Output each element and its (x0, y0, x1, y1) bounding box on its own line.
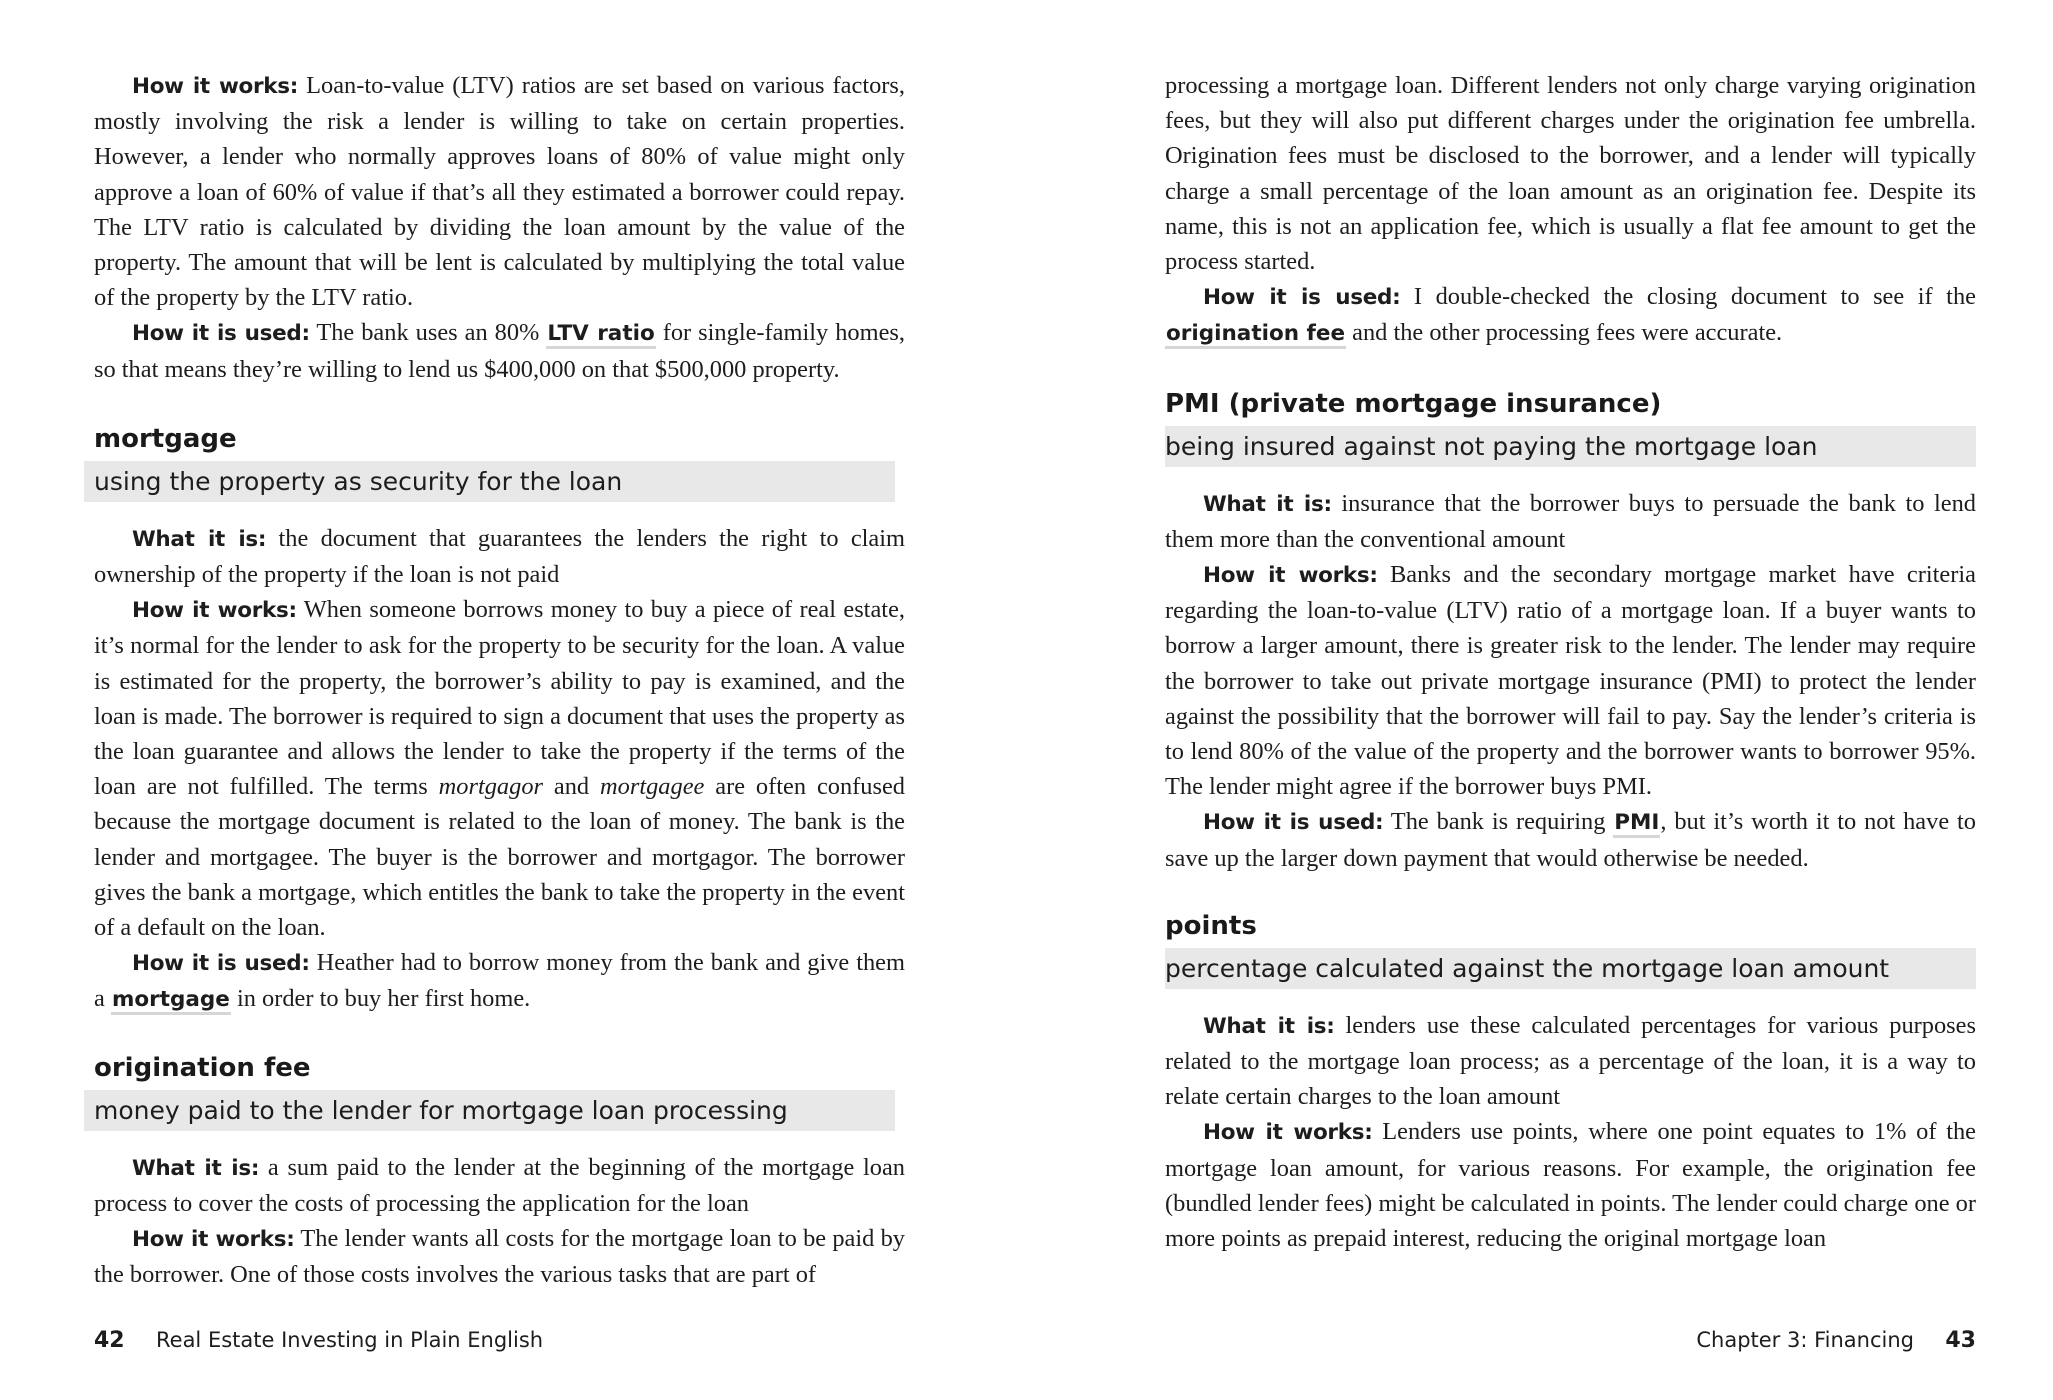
label-how-it-is-used: How it is used: (132, 951, 310, 977)
term-mortgagee: mortgagee (600, 773, 705, 801)
points-what-it-is (1165, 1008, 1976, 1115)
right-footer (1165, 1328, 1976, 1353)
pmi-how-it-works (1165, 557, 1976, 804)
label-how-it-is-used: How it is used: (1203, 810, 1384, 836)
pmi-used-pre: The bank is requiring (1383, 808, 1614, 836)
pmi-works-text: Banks and the secondary mortgage market have criteria regarding the loan-to-value (LTV) ratio of a mortgage loan. If a buyer wants to borrow a larger amount, there is greater risk to the lender. The lender may require the borrower to take out private mortgage insurance (PMI) to protect the lender against the possibility that the borrower will fail to pay. Say the lender’s criteria is to lend 80% of the value of the property and the borrower wants to borrower 95%. The lender might agree if the borrower buys PMI. (1165, 561, 1976, 801)
mortgage-what-it-is (94, 521, 905, 592)
label-what-it-is: What it is: (132, 1155, 260, 1181)
mortgage-used-pre: Heather had to borrow money from the bank and give them a (94, 949, 905, 1013)
pmi-what-it-is (1165, 486, 1976, 557)
points-what-text: lenders use these calculated percentages for various purposes related to the mortgage loan process; as a percentage of the loan, it is a way to relate certain charges to the loan amount (1165, 1011, 1976, 1111)
label-what-it-is: What it is: (132, 526, 267, 552)
ltv-works-text: Loan-to-value (LTV) ratios are set based on various factors, mostly involving the risk a lender is willing to take on certain properties. However, a lender who normally approves loans of 80% of value might only approve a loan of 60% of value if that’s all they estimated a borrower could repay. The LTV ratio is calculated by dividing the loan amount by the value of the property. The amount that will be lent is calculated by multiplying the total value of the property by the LTV ratio. (94, 72, 906, 312)
label-how-it-works: How it works: (132, 74, 299, 99)
mortgage-works-text-b: are often confused because the mortgage document is related to the loan of money. The bank is the lender and mortgagee. The buyer is the borrower and mortgagor. The borrower gives the bank a mortgage, which entitles the bank to take the property in the event of a default on the loan. (94, 773, 905, 942)
term-mortgage: mortgage (111, 987, 231, 1015)
definition-band-mortgage: using the property as security for the loan (84, 461, 895, 502)
label-what-it-is: What it is: (1203, 491, 1332, 517)
right-page (1165, 0, 1976, 1256)
pmi-what-text: insurance that the borrower buys to persuade the bank to lend them more than the conventional amount (1165, 489, 1977, 553)
definition-band-pmi: being insured against not paying the mortgage loan (1165, 426, 1976, 467)
label-how-it-is-used: How it is used: (132, 321, 310, 347)
label-how-it-works: How it works: (1203, 1120, 1373, 1146)
mortgage-how-it-works (94, 592, 905, 945)
mortgage-used-post: in order to buy her first home. (230, 985, 531, 1013)
entry-heading-points: points (1165, 910, 1257, 941)
entry-heading-origination-fee: origination fee (94, 1052, 311, 1083)
definition-band-points: percentage calculated against the mortgage loan amount (1165, 948, 1976, 989)
label-what-it-is: What it is: (1203, 1013, 1335, 1039)
origination-continued-text: processing a mortgage loan. Different lenders not only charge varying origination fees, but they will also put different charges under the origination fee umbrella. Origination fees must be disclosed to the borrower, and a lender will typically charge a small percentage of the loan amount as an origination fee. Despite its name, this is not an application fee, which is usually a flat fee amount to get the process started. (1165, 72, 1976, 276)
origination-used-post: and the other processing fees were accurate. (1346, 319, 1783, 347)
mortgage-works-and: and (543, 773, 601, 801)
label-how-it-works: How it works: (1203, 563, 1378, 589)
term-pmi: PMI (1613, 810, 1660, 838)
ltv-used-post: for single-family homes, so that means they’re willing to lend us $400,000 on that $500,000 property. (94, 319, 905, 383)
pmi-used-post: , but it’s worth it to not have to save up the larger down payment that would otherwise be needed. (1165, 808, 1976, 872)
mortgage-how-it-is-used (94, 945, 905, 1017)
page-number: 42 (94, 1328, 125, 1353)
term-mortgagor: mortgagor (438, 773, 544, 801)
label-how-it-is-used: How it is used: (1203, 285, 1401, 311)
page-number: 43 (1945, 1328, 1976, 1353)
origination-what-it-is (94, 1150, 905, 1221)
left-page (94, 0, 905, 1292)
chapter-title: Chapter 3: Financing (1696, 1328, 1914, 1352)
label-how-it-works: How it works: (132, 598, 297, 624)
mortgage-what-text: the document that guarantees the lenders the right to claim ownership of the property if the loan is not paid (94, 524, 905, 589)
origination-what-text: a sum paid to the lender at the beginning of the mortgage loan process to cover the costs of processing the application for the loan (94, 1153, 905, 1217)
term-origination-fee: origination fee (1165, 321, 1346, 349)
pmi-how-it-is-used (1165, 804, 1976, 875)
entry-heading-pmi: PMI (private mortgage insurance) (1165, 388, 1662, 419)
term-ltv-ratio: LTV ratio (546, 321, 655, 349)
origination-works-text: The lender wants all costs for the mortgage loan to be paid by the borrower. One of those costs involves the various tasks that are part of (94, 1225, 905, 1289)
origination-how-it-works (94, 1221, 905, 1292)
origination-how-it-is-used (1165, 279, 1976, 351)
ltv-how-it-is-used (94, 315, 905, 386)
label-how-it-works: How it works: (132, 1227, 295, 1253)
ltv-how-it-works (94, 68, 905, 315)
points-works-text: Lenders use points, where one point equates to 1% of the mortgage loan amount, for various reasons. For example, the origination fee (bundled lender fees) might be calculated in points. The lender could charge one or more points as prepaid interest, reducing the original mortgage loan (1165, 1118, 1976, 1253)
left-footer (94, 1328, 543, 1353)
definition-band-origination-fee: money paid to the lender for mortgage loan processing (84, 1090, 895, 1131)
origination-used-pre: I double-checked the closing document to see if the (1400, 283, 1976, 311)
entry-heading-mortgage: mortgage (94, 423, 237, 454)
ltv-used-pre: The bank uses an 80% (309, 319, 547, 347)
book-title: Real Estate Investing in Plain English (156, 1328, 544, 1352)
points-how-it-works (1165, 1114, 1976, 1256)
mortgage-works-text-a: When someone borrows money to buy a piece of real estate, it’s normal for the lender to ask for the property to be security for the loan. A value is estimated for the property, the borrower’s ability to pay is examined, and the loan is made. The borrower is required to sign a document that uses the property as the loan guarantee and allows the lender to take the property if the terms of the loan are not fulfilled. The terms (94, 596, 906, 801)
